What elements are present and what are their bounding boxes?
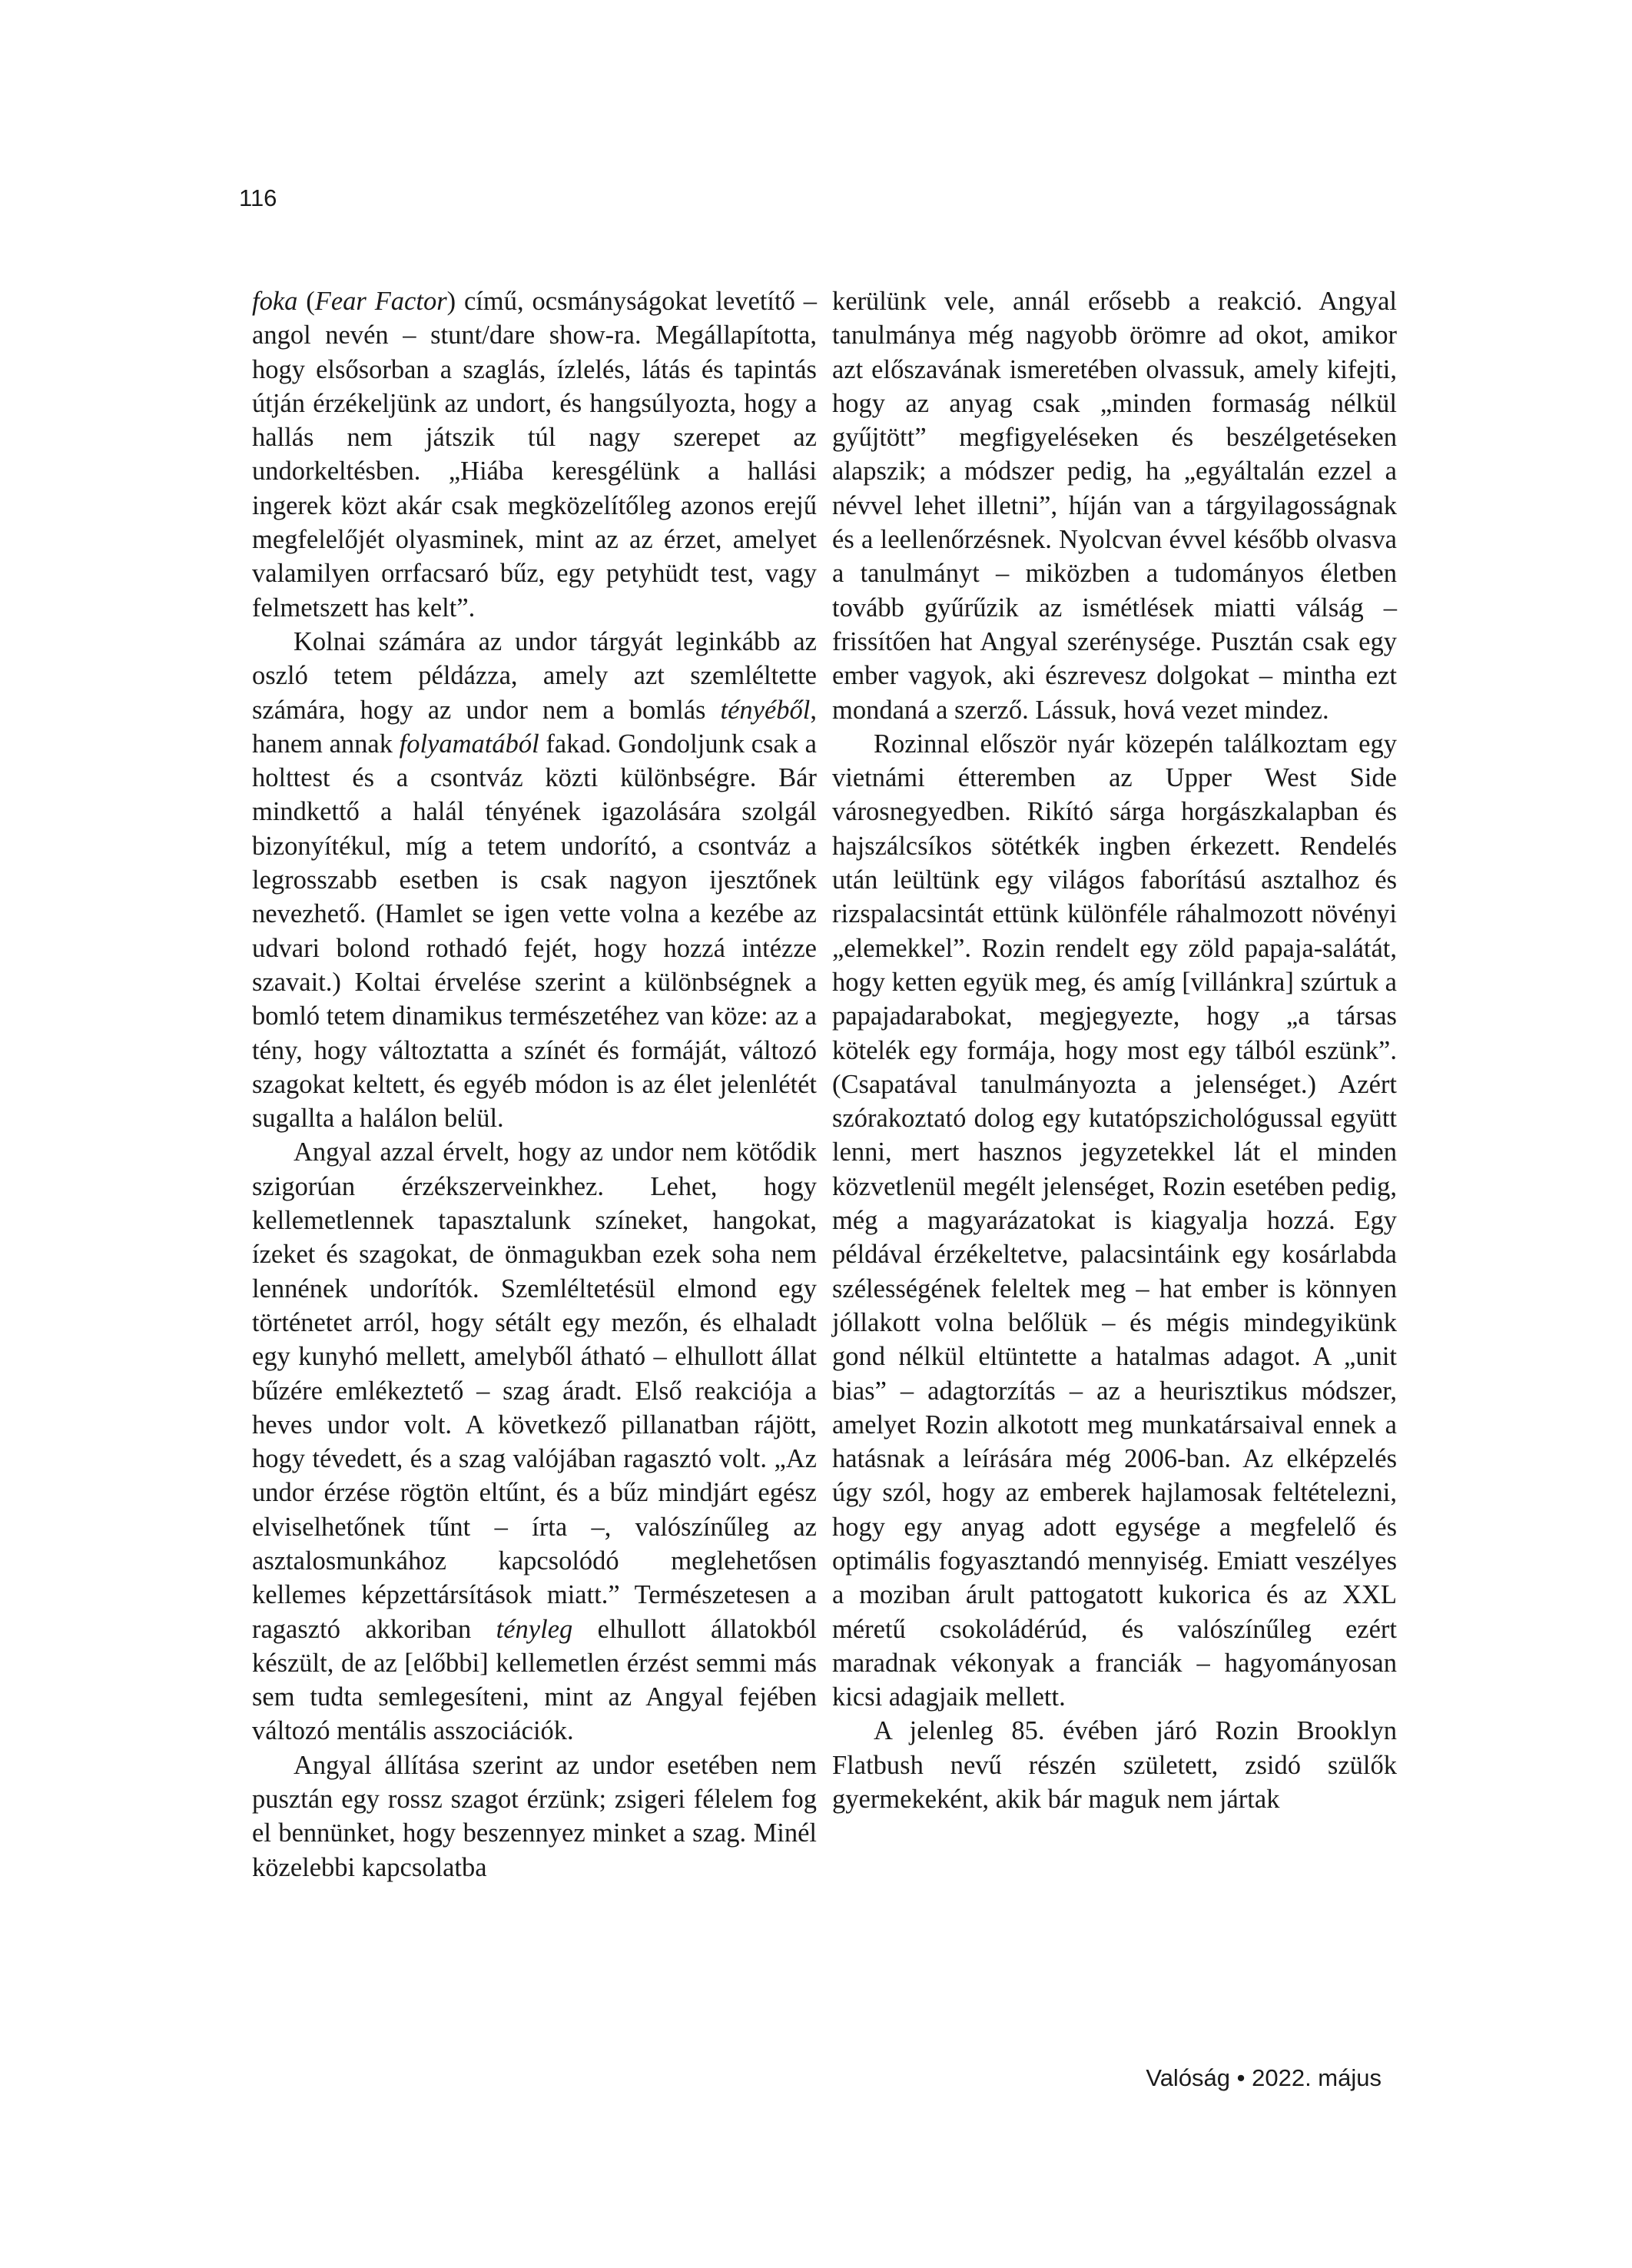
paragraph: Angyal állítása szerint az undor esetében nem pusztán egy rossz szagot érzünk; zsigeri félelem fog el bennünket, hogy beszennyez minket a szag. Minél közelebbi kapcsolatba — [252, 1750, 817, 1882]
page-footer: Valóság • 2022. május — [1146, 2064, 1382, 2091]
italic-title: foka — [252, 287, 298, 316]
paragraph: kerülünk vele, annál erősebb a reakció. Angyal tanulmánya még nagyobb örömre ad okot, amikor azt előszavának ismeretében olvassuk, amely kifejti, hogy az anyag csak „minden formaság nélkül gyűjtött” megfigyeléseken és beszélgetéseken alapszik; a módszer pedig, ha „egyáltalán ezzel a névvel lehet illetni”, híján van a tárgyilagosságnak és a leellenőrzésnek. Nyolcvan évvel később olvasva a tanulmányt – miközben a tudományos életben tovább gyűrűzik az ismétlések miatti válság – frissítően hat Angyal szerénysége. Pusztán csak egy ember vagyok, aki észrevesz dolgokat – mintha ezt mondaná a szerző. Lássuk, hová vezet mindez. — [832, 287, 1397, 725]
italic-emphasis: tényéből — [720, 695, 811, 725]
text-span: Kolnai számára az undor tárgyát leginkább az oszló tetem példázza, amely azt szemléltette számára, hogy az undor nem a bomlás — [252, 626, 817, 725]
text-span: ( — [297, 287, 315, 316]
text-span: Angyal azzal érvelt, hogy az undor nem kötődik szigorúan érzékszerveinkhez. Lehet, hogy kellemetlennek tapasztalunk színeket, hangokat, ízeket és szagokat, de önmagukban ezek soha nem lennének undorítók. Szemléltetésül elmond egy történetet arról, hogy sétált egy mezőn, és elhaladt egy kunyhó mellett, amelyből átható – elhullott állat bűzére emlékeztető – szag áradt. Első reakciója a heves undor volt. A következő pillanatban rájött, hogy tévedett, és a szag valójában ragasztó volt. „Az undor érzése rögtön eltűnt, és a bűz mindjárt egész elviselhetőnek tűnt – írta –, valószínűleg az asztalosmunkához kapcsolódó meglehetősen kellemes képzettársítások miatt.” Természetesen a ragasztó akkoriban — [252, 1137, 817, 1644]
page-number: 116 — [239, 184, 277, 211]
left-column — [252, 284, 817, 1884]
text-span: fakad. Gondoljunk csak a holttest és a csontváz közti különbségre. Bár mindkettő a halál tényének igazolására szolgál bizonyítékul, míg a tetem undorító, a csontváz a legrosszabb esetben is csak nagyon ijesztőnek nevezhető. (Hamlet se igen vette volna a kezébe az udvari bolond rothadó fejét, hogy hozzá intézze szavait.) Koltai érvelése szerint a különbségnek a bomló tetem dinamikus természetéhez van köze: az a tény, hogy változtatta a színét és formáját, változó szagokat keltett, és egyéb módon is az élet jelenlétét sugallta a halálon belül. — [252, 729, 817, 1134]
italic-emphasis: folyamatából — [399, 729, 539, 759]
paragraph — [252, 1135, 817, 1748]
paragraph — [252, 284, 817, 625]
italic-title: Fear Factor — [314, 287, 447, 316]
paragraph — [252, 625, 817, 1135]
italic-emphasis: tényleg — [496, 1614, 573, 1644]
text-span: ) című, ocsmányságokat levetítő – angol nevén – stunt/dare show-ra. Megállapította, hogy elsősorban a szaglás, ízlelés, látás és tapintás útján érzékeljünk az undort, és hangsúlyozta, hogy a hallás nem játszik túl nagy szerepet az undorkeltésben. „Hiába keresgélünk a hallási ingerek közt akár csak megközelítőleg azonos erejű megfelelőjét olyasminek, mint az az érzet, amelyet valamilyen orrfacsaró bűz, egy petyhüdt test, vagy felmetszett has kelt”. — [252, 287, 817, 623]
paragraph: A jelenleg 85. évében járó Rozin Brooklyn Flatbush nevű részén született, zsidó szülők gyermekeként, akik bár maguk nem jártak — [832, 1716, 1397, 1815]
text-span: , hanem annak — [252, 695, 817, 759]
text-span: elhullott állatokból készült, de az [előbbi] kellemetlen érzést semmi más sem tudta semlegesíteni, mint az Angyal fejében változó mentális asszociációk. — [252, 1614, 817, 1746]
right-column — [832, 284, 1397, 1816]
paragraph: Rozinnal először nyár közepén találkoztam egy vietnámi étteremben az Upper West Side városnegyedben. Rikító sárga horgászkalapban és hajszálcsíkos sötétkék ingben érkezett. Rendelés után leültünk egy világos faborítású asztalhoz és rizspalacsintát ettünk különféle ráhalmozott növényi „elemekkel”. Rozin rendelt egy zöld papaja-salátát, hogy ketten együk meg, és amíg [villánkra] szúrtuk a papajadarabokat, megjegyezte, hogy „a társas kötelék egy formája, hogy most egy tálból eszünk”. (Csapatával tanulmányozta a jelenséget.) Azért szórakoztató dolog egy kutatópszichológussal együtt lenni, mert hasznos jegyzetekkel lát el minden közvetlenül megélt jelenséget, Rozin esetében pedig, még a magyarázatokat is kiagyalja hozzá. Egy példával érzékeltetve, palacsintáink egy kosárlabda szélességének feleltek meg – hat ember is könnyen jóllakott volna belőlük – és mégis mindegyikünk gond nélkül eltüntette a hatalmas adagot. A „unit bias” – adagtorzítás – az a heurisztikus módszer, amelyet Rozin alkotott meg munkatársaival ennek a hatásnak a leírására még 2006-ban. Az elképzelés úgy szól, hogy az emberek hajlamosak feltételezni, hogy egy anyag adott egysége a megfelelő és optimális fogyasztandó mennyiség. Emiatt veszélyes a moziban árult pattogatott kukorica és az XXL méretű csokoládérúd, és valószínűleg ezért maradnak vékonyak a franciák – hagyományosan kicsi adagjaik mellett. — [832, 729, 1397, 1712]
